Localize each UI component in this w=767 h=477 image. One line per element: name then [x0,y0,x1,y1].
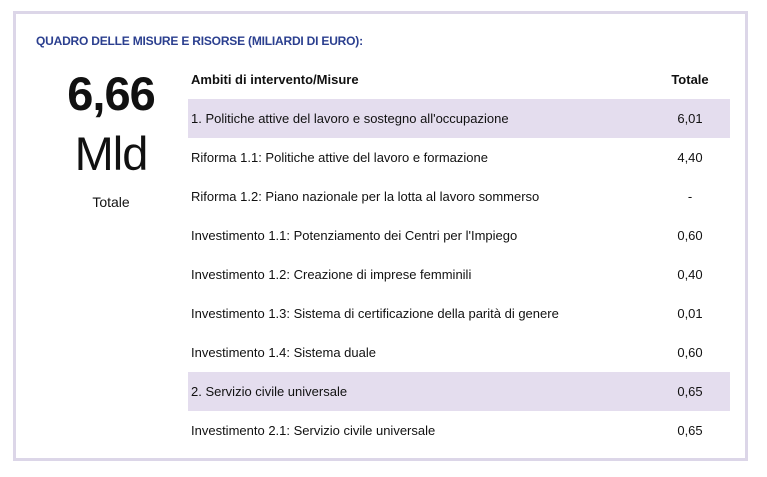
table-row-section [188,372,730,411]
row-name: Riforma 1.2: Piano nazionale per la lotta al lavoro sommerso [191,189,540,204]
row-total: 0,65 [677,384,703,399]
row-name: 2. Servizio civile universale [191,384,348,399]
total-amount: 6,66 [67,67,155,120]
row-total: - [687,189,693,204]
row-total: 0,40 [677,267,703,282]
column-header-total: Totale [671,71,709,87]
measures-panel [13,11,748,461]
row-total: 6,01 [677,111,703,126]
row-total: 0,01 [677,306,703,321]
row-name: Riforma 1.1: Politiche attive del lavoro e formazione [191,150,488,165]
total-summary [36,66,186,210]
row-total: 0,60 [677,345,703,360]
table-row [188,255,730,294]
panel-title: QUADRO DELLE MISURE E RISORSE (MILIARDI DI EURO): [36,34,363,48]
row-total: 0,60 [677,228,703,243]
total-label: Totale [92,194,130,210]
measures-table [188,59,730,450]
row-name: Investimento 1.3: Sistema di certificazione della parità di genere [191,306,559,321]
table-row [188,216,730,255]
table-row [188,294,730,333]
row-name: Investimento 2.1: Servizio civile universale [191,423,436,438]
row-total: 0,65 [677,423,703,438]
table-header-row [188,59,730,99]
table-row [188,138,730,177]
row-total: 4,40 [677,150,703,165]
row-name: Investimento 1.2: Creazione di imprese femminili [191,267,472,282]
table-row [188,411,730,450]
column-header-measures: Ambiti di intervento/Misure [191,71,359,87]
total-unit: Mld [74,127,148,180]
row-name: 1. Politiche attive del lavoro e sostegno all'occupazione [191,111,509,126]
table-row [188,333,730,372]
table-row [188,177,730,216]
row-name: Investimento 1.4: Sistema duale [191,345,376,360]
table-row-section [188,99,730,138]
row-name: Investimento 1.1: Potenziamento dei Centri per l'Impiego [191,228,518,243]
